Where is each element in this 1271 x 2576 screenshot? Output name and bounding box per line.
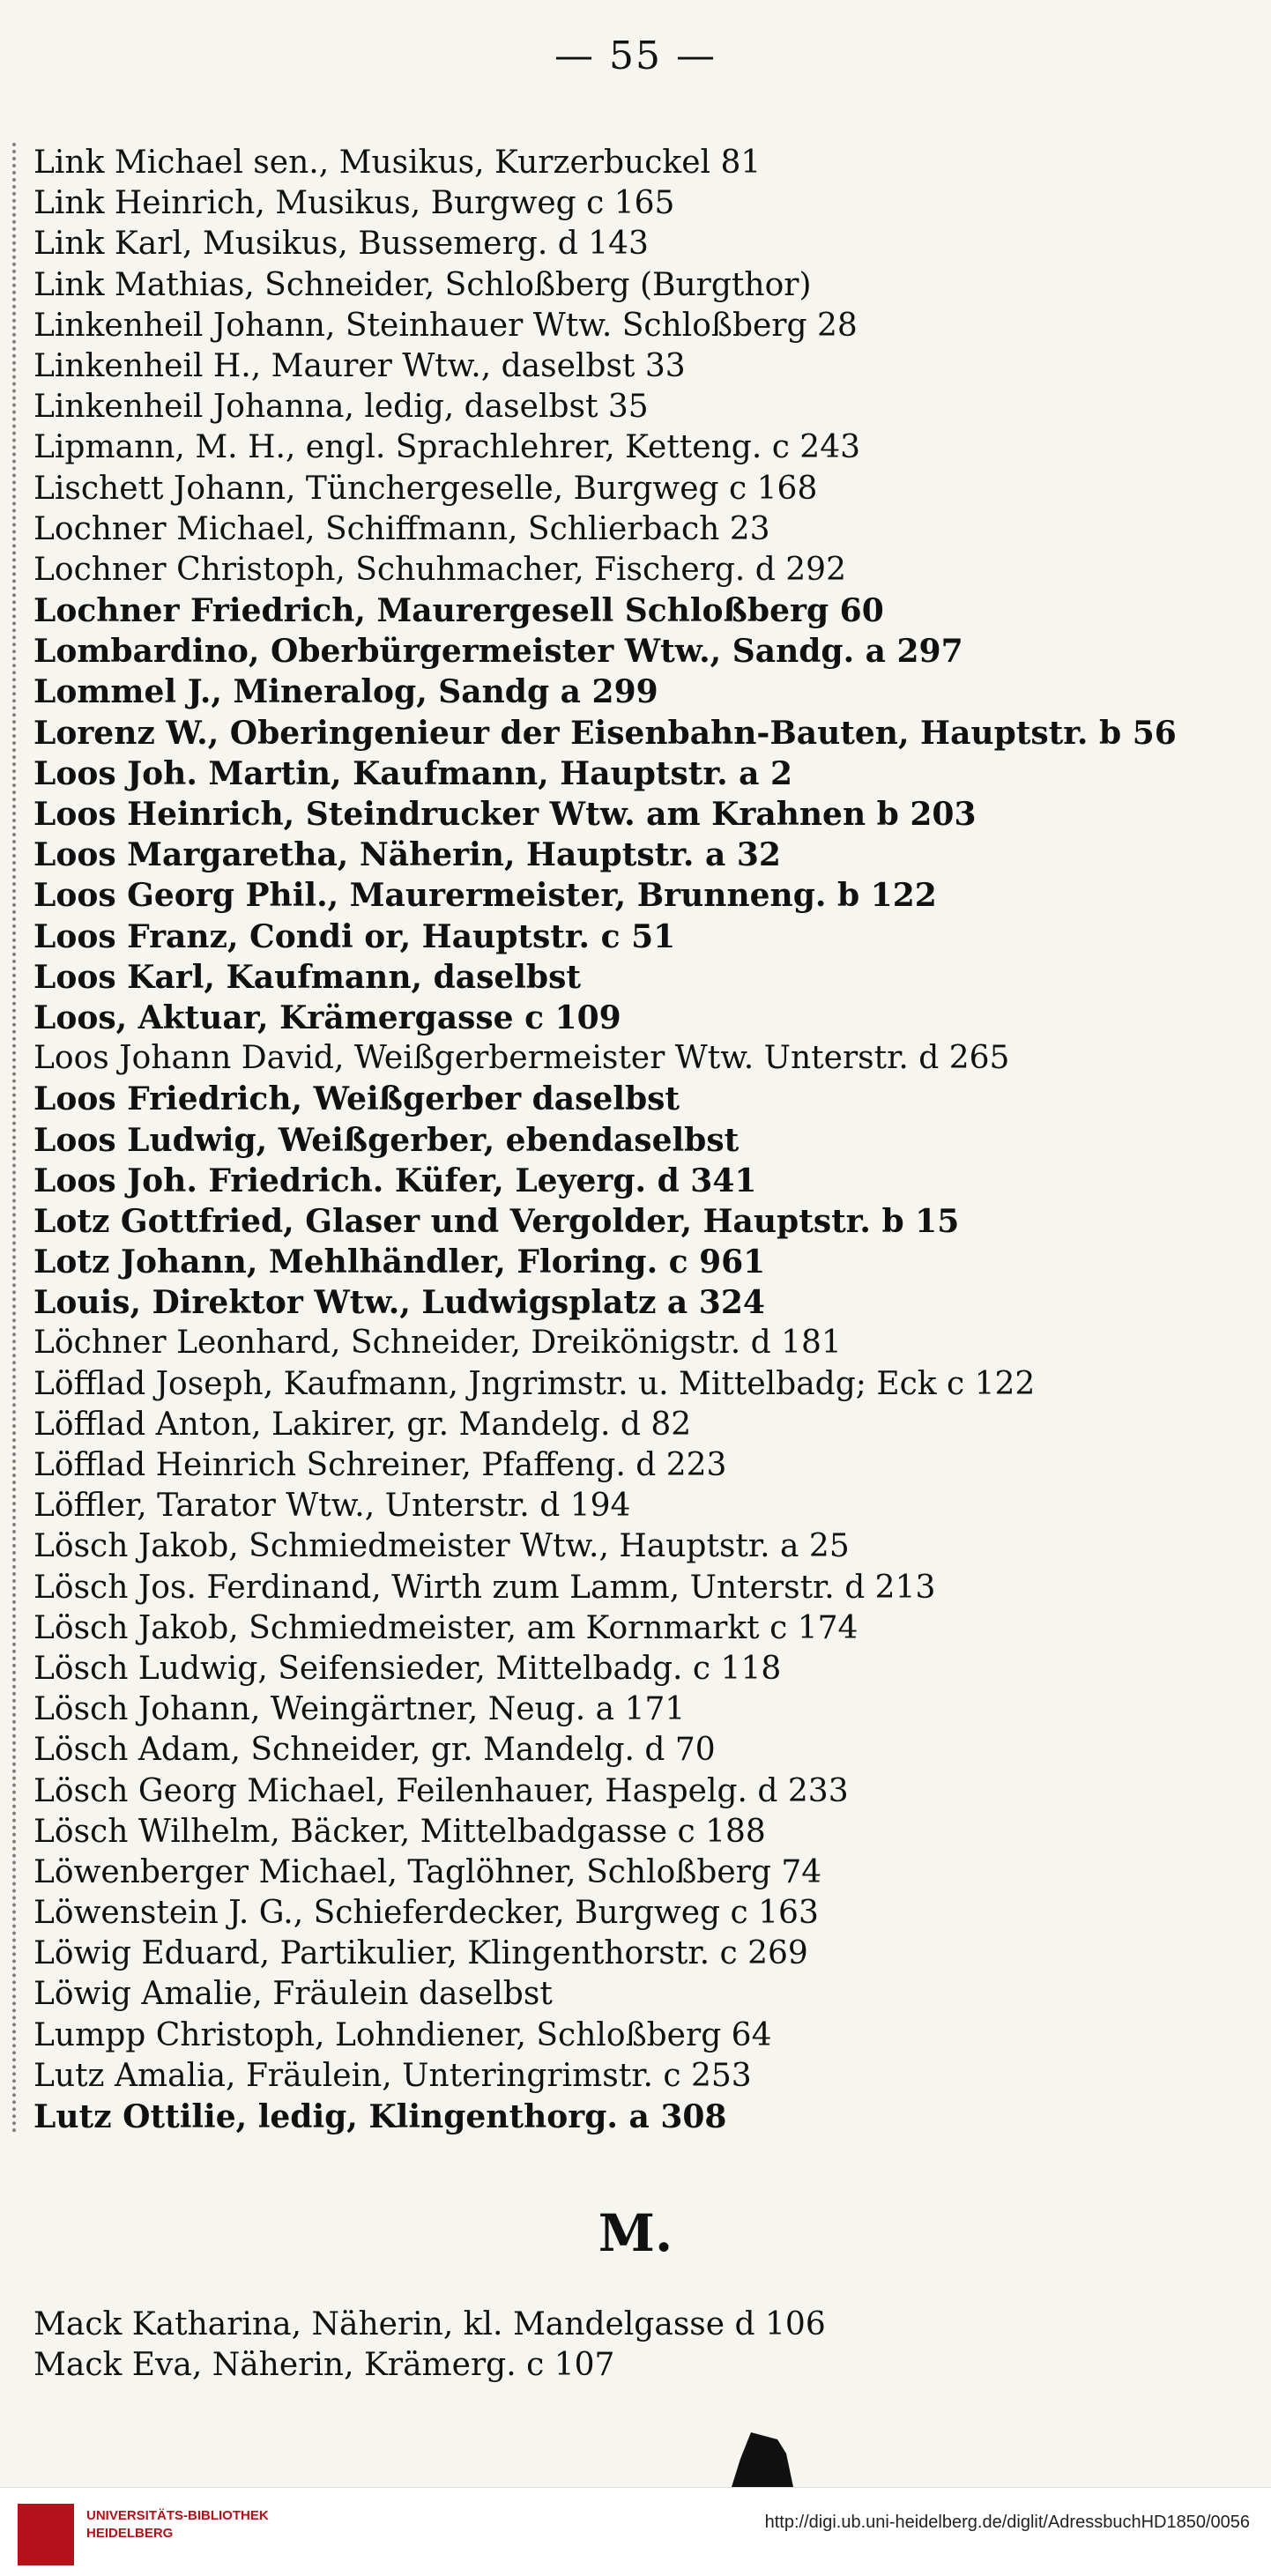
directory-entry: Loos, Aktuar, Krämergasse c 109: [33, 998, 621, 1036]
directory-entry: Löfflad Heinrich Schreiner, Pfaffeng. d 223: [33, 1447, 727, 1483]
library-logo-mark: [18, 2504, 74, 2565]
directory-entry: Loos Heinrich, Steindrucker Wtw. am Krahnen b 203: [33, 796, 977, 833]
directory-entry: Lorenz W., Oberingenieur der Eisenbahn-Bauten, Hauptstr. b 56: [33, 714, 1177, 752]
source-url[interactable]: http://digi.ub.uni-heidelberg.de/diglit/AdressbuchHD1850/0056: [764, 2513, 1250, 2532]
library-logo[interactable]: [18, 2504, 335, 2565]
ink-blot: [732, 2432, 793, 2487]
directory-entry: Lösch Wilhelm, Bäcker, Mittelbadgasse c 188: [33, 1813, 766, 1850]
margin-mark: [0, 143, 16, 2134]
directory-entry: Loos Friedrich, Weißgerber daselbst: [33, 1080, 680, 1118]
directory-entry: Lutz Amalia, Fräulein, Unteringrimstr. c 253: [33, 2057, 752, 2094]
directory-entry: Lösch Jos. Ferdinand, Wirth zum Lamm, Unterstr. d 213: [33, 1569, 936, 1606]
directory-entry: Lumpp Christoph, Lohndiener, Schloßberg 64: [33, 2016, 772, 2053]
directory-entry: Lutz Ottilie, ledig, Klingenthorg. a 308: [33, 2098, 727, 2135]
directory-entry: Loos Margaretha, Näherin, Hauptstr. a 32: [33, 836, 781, 874]
directory-entry: Lochner Christoph, Schuhmacher, Fischerg. d 292: [33, 551, 846, 588]
directory-entry: Löwig Eduard, Partikulier, Klingenthorstr. c 269: [33, 1935, 808, 1972]
directory-entry: Lösch Ludwig, Seifensieder, Mittelbadg. c 118: [33, 1650, 782, 1687]
directory-entry: Link Mathias, Schneider, Schloßberg (Burgthor): [33, 266, 812, 303]
directory-entry: Loos Joh. Friedrich. Küfer, Leyerg. d 341: [33, 1162, 757, 1199]
library-logo-text: UNIVERSITÄTS-BIBLIOTHEK HEIDELBERG: [86, 2508, 269, 2541]
directory-entry: Mack Eva, Näherin, Krämerg. c 107: [33, 2347, 615, 2384]
directory-entry: Lommel J., Mineralog, Sandg a 299: [33, 673, 658, 711]
directory-entry: Loos Ludwig, Weißgerber, ebendaselbst: [33, 1121, 740, 1159]
directory-entry: Loos Georg Phil., Maurermeister, Brunneng. b 122: [33, 877, 937, 915]
directory-entry: Lösch Jakob, Schmiedmeister Wtw., Hauptstr. a 25: [33, 1528, 850, 1565]
directory-entry: Löwenberger Michael, Taglöhner, Schloßberg 74: [33, 1853, 822, 1890]
directory-entry: Lotz Johann, Mehlhändler, Floring. c 961: [33, 1243, 766, 1281]
directory-entry: Linkenheil Johann, Steinhauer Wtw. Schloßberg 28: [33, 307, 858, 344]
directory-entry: Lochner Michael, Schiffmann, Schlierbach 23: [33, 510, 770, 547]
directory-entry: Link Karl, Musikus, Bussemerg. d 143: [33, 226, 649, 263]
directory-entry: Löfflad Anton, Lakirer, gr. Mandelg. d 82: [33, 1406, 692, 1443]
page-number: — 55 —: [554, 33, 717, 78]
directory-entry: Link Michael sen., Musikus, Kurzerbuckel 81: [33, 145, 762, 181]
directory-entry: Lösch Adam, Schneider, gr. Mandelg. d 70: [33, 1732, 716, 1769]
directory-entry: Löffler, Tarator Wtw., Unterstr. d 194: [33, 1488, 631, 1525]
directory-entry: Lösch Johann, Weingärtner, Neug. a 171: [33, 1691, 686, 1728]
section-heading-m: M.: [598, 2203, 673, 2263]
directory-entry: Löwenstein J. G., Schieferdecker, Burgweg c 163: [33, 1895, 819, 1932]
directory-entry: Lösch Georg Michael, Feilenhauer, Haspelg. d 233: [33, 1772, 849, 1809]
directory-entry: Lombardino, Oberbürgermeister Wtw., Sandg. a 297: [33, 633, 963, 671]
directory-entry: Lischett Johann, Tünchergeselle, Burgweg c 168: [33, 470, 818, 507]
directory-entry: Löwig Amalie, Fräulein daselbst: [33, 1976, 553, 2013]
directory-entry: Loos Franz, Condi or, Hauptstr. c 51: [33, 917, 676, 955]
directory-entry: Lotz Gottfried, Glaser und Vergolder, Hauptstr. b 15: [33, 1202, 960, 1240]
footer-bar: [0, 2487, 1271, 2576]
directory-entry: Lipmann, M. H., engl. Sprachlehrer, Ketteng. c 243: [33, 429, 861, 466]
directory-entry: Loos Joh. Martin, Kaufmann, Hauptstr. a 2: [33, 754, 793, 792]
directory-entry: Lösch Jakob, Schmiedmeister, am Kornmarkt c 174: [33, 1609, 858, 1646]
directory-entry: Mack Katharina, Näherin, kl. Mandelgasse d 106: [33, 2306, 826, 2342]
directory-entry: Linkenheil Johanna, ledig, daselbst 35: [33, 389, 649, 426]
directory-entry: Link Heinrich, Musikus, Burgweg c 165: [33, 185, 675, 222]
directory-entry: Linkenheil H., Maurer Wtw., daselbst 33: [33, 347, 686, 384]
directory-entry: Loos Johann David, Weißgerbermeister Wtw. Unterstr. d 265: [33, 1040, 1010, 1077]
directory-entries-m: [33, 2305, 1245, 2386]
directory-entry: Lochner Friedrich, Maurergesell Schloßberg 60: [33, 592, 884, 630]
directory-entry: Louis, Direktor Wtw., Ludwigsplatz a 324: [33, 1284, 765, 1322]
directory-entry: Loos Karl, Kaufmann, daselbst: [33, 958, 581, 996]
directory-entry: Löchner Leonhard, Schneider, Dreikönigstr. d 181: [33, 1325, 842, 1362]
directory-entry: Löfflad Joseph, Kaufmann, Jngrimstr. u. Mittelbadg; Eck c 122: [33, 1365, 1036, 1402]
directory-entries-l: [33, 143, 1245, 2137]
